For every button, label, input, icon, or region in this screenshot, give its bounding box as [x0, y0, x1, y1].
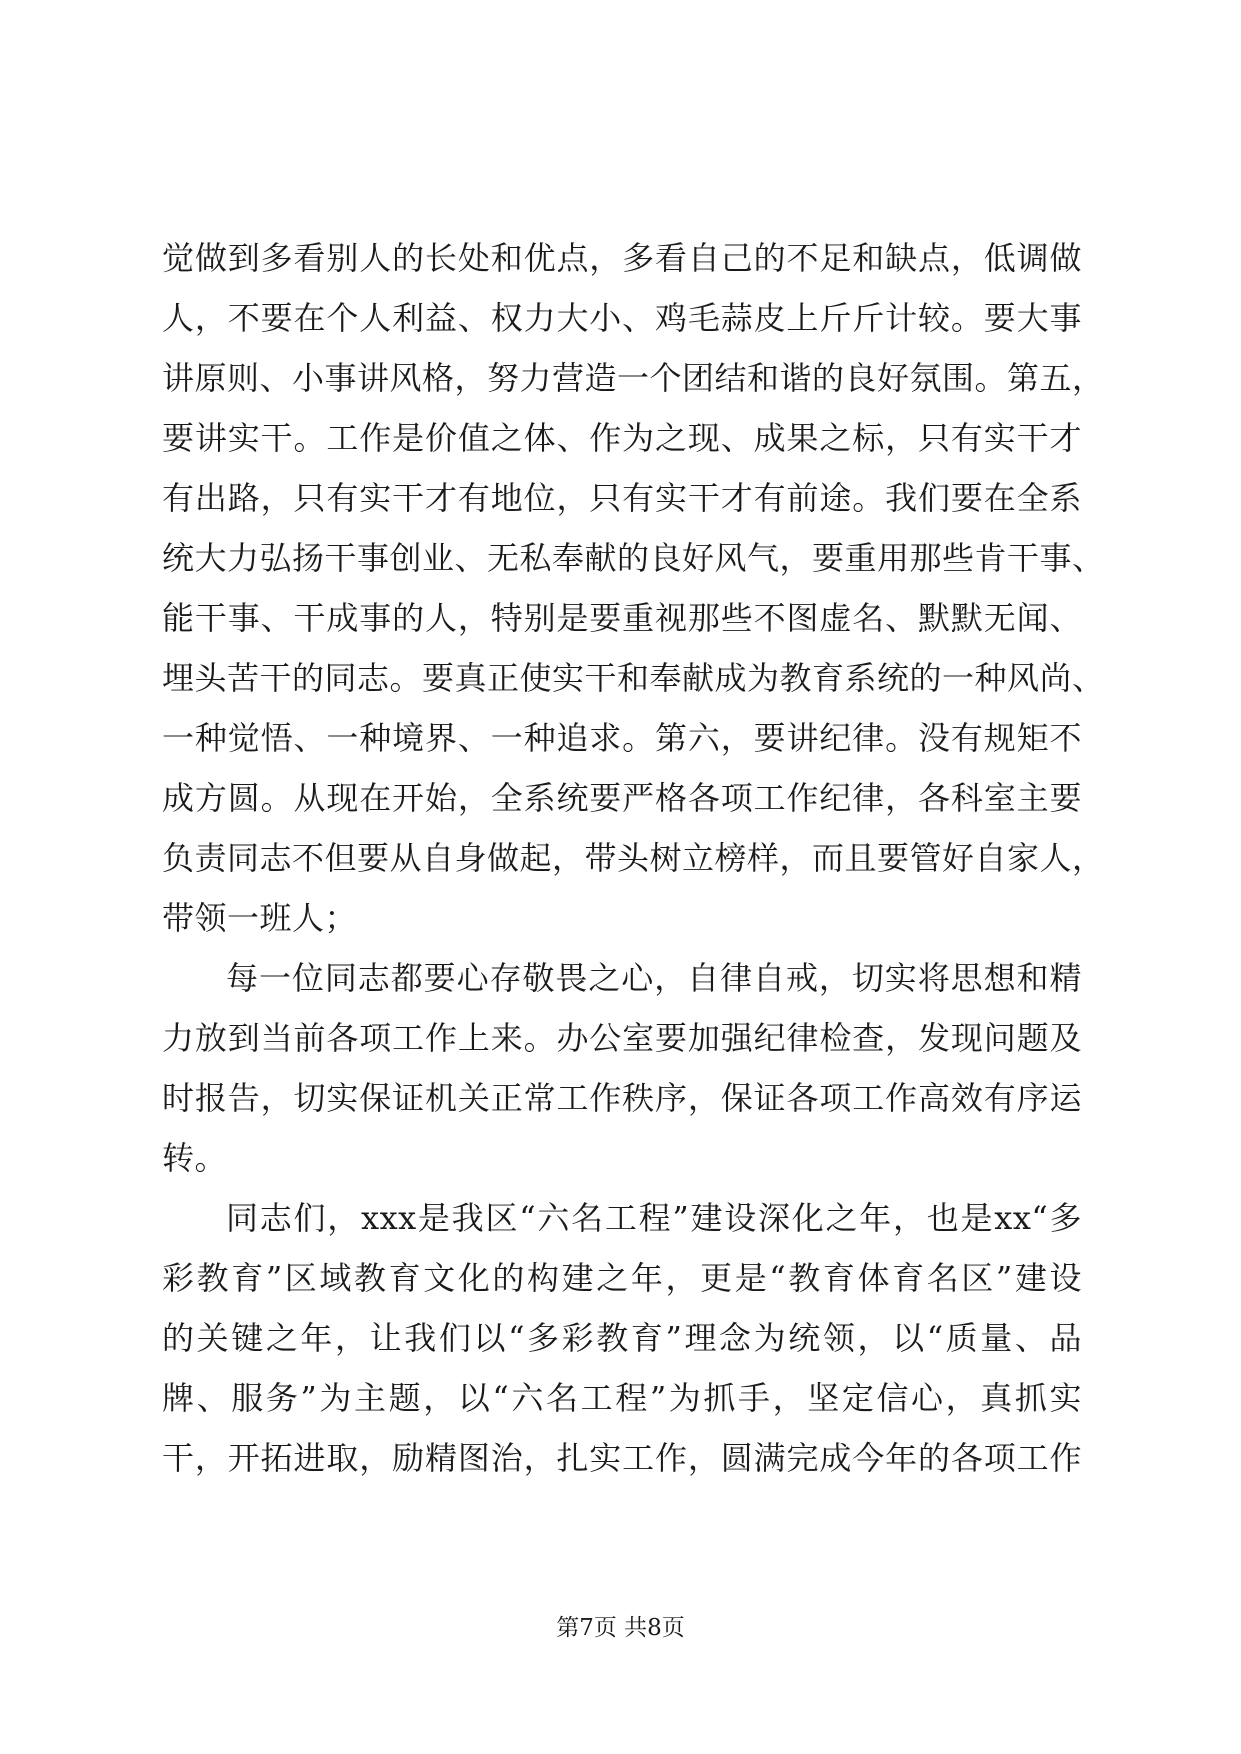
text-line: 觉做到多看别人的长处和优点，多看自己的不足和缺点，低调做	[162, 239, 1082, 277]
text-line: 埋头苦干的同志。要真正使实干和奉献成为教育系统的一种风尚、	[162, 659, 1105, 697]
text-line: 统大力弘扬干事创业、无私奉献的良好风气，要重用那些肯干事、	[162, 539, 1105, 577]
text-line: 一种觉悟、一种境界、一种追求。第六，要讲纪律。没有规矩不	[162, 719, 1082, 757]
text-line: 负责同志不但要从自身做起，带头树立榜样，而且要管好自家人，	[162, 839, 1105, 877]
text-line: 人，不要在个人利益、权力大小、鸡毛蒜皮上斤斤计较。要大事	[162, 299, 1082, 337]
text-line: 力放到当前各项工作上来。办公室要加强纪律检查，发现问题及	[162, 1019, 1082, 1057]
document-body	[162, 228, 1105, 1488]
page-footer: 第7页 共8页	[556, 1615, 685, 1641]
text-line: 成方圆。从现在开始，全系统要严格各项工作纪律，各科室主要	[162, 779, 1082, 817]
text-line: 的关键之年，让我们以“多彩教育”理念为统领，以“质量、品	[162, 1319, 1082, 1357]
text-line: 干，开拓进取，励精图治，扎实工作，圆满完成今年的各项工作	[162, 1439, 1082, 1477]
text-line: 时报告，切实保证机关正常工作秩序，保证各项工作高效有序运	[162, 1079, 1082, 1117]
text-line: 要讲实干。工作是价值之体、作为之现、成果之标，只有实干才	[162, 419, 1082, 457]
text-line: 每一位同志都要心存敬畏之心，自律自戒，切实将思想和精	[226, 959, 1082, 997]
text-line: 转。	[162, 1139, 228, 1177]
text-line: 有出路，只有实干才有地位，只有实干才有前途。我们要在全系	[162, 479, 1082, 517]
text-line: 彩教育”区域教育文化的构建之年，更是“教育体育名区”建设	[162, 1259, 1082, 1297]
text-line: 同志们，xxx是我区“六名工程”建设深化之年，也是xx“多	[226, 1199, 1082, 1237]
text-line: 能干事、干成事的人，特别是要重视那些不图虚名、默默无闻、	[162, 599, 1082, 637]
text-line: 牌、服务”为主题，以“六名工程”为抓手，坚定信心，真抓实	[162, 1379, 1082, 1417]
text-line: 讲原则、小事讲风格，努力营造一个团结和谐的良好氛围。第五，	[162, 359, 1105, 397]
text-line: 带领一班人；	[162, 899, 358, 937]
